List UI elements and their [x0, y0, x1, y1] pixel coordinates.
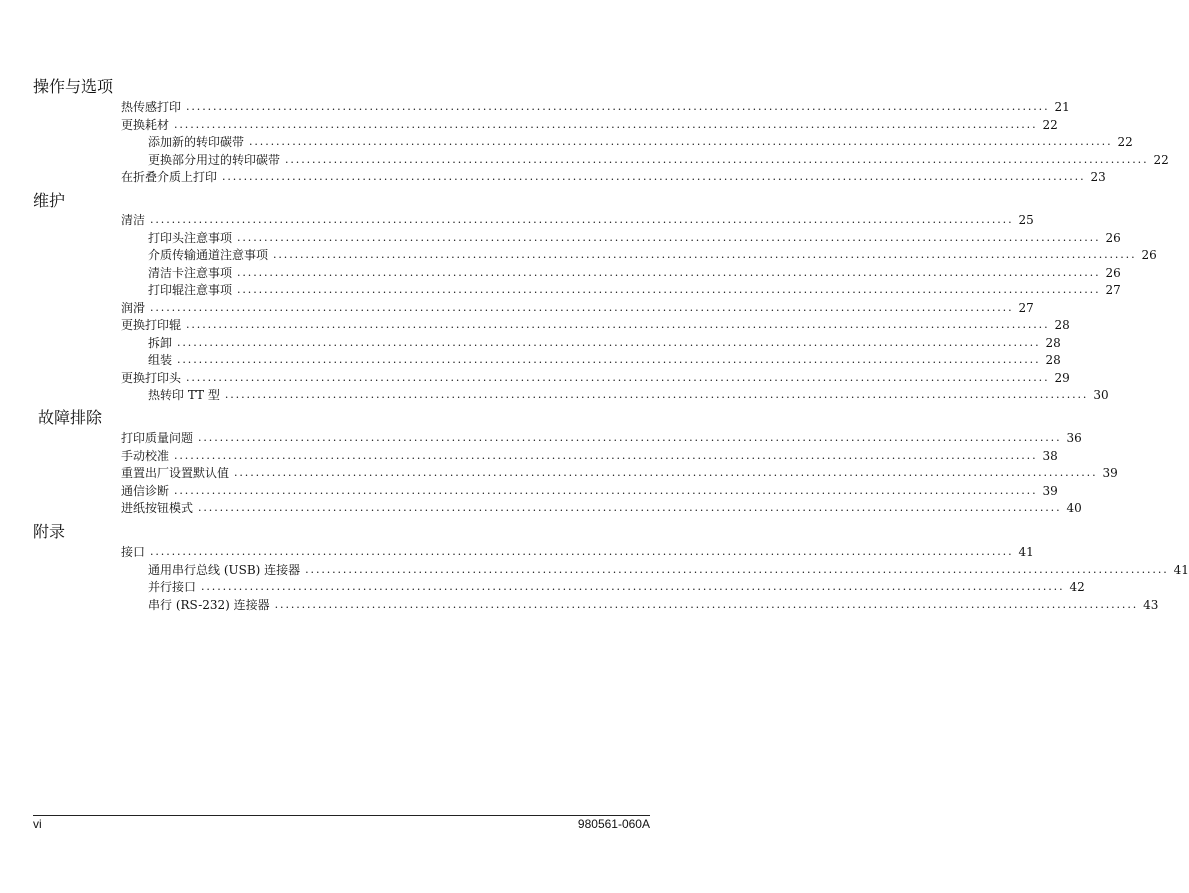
- toc-entry-page: 23: [1090, 170, 1106, 184]
- toc-entry[interactable]: [148, 264, 1121, 280]
- toc-entry-page: 28: [1045, 353, 1061, 367]
- toc-entry-label: 打印质量问题: [121, 431, 194, 445]
- toc-entry[interactable]: [121, 464, 1118, 480]
- toc-entry-label: 清洁: [121, 213, 146, 227]
- section-title-troubleshooting: 故障排除: [38, 408, 103, 427]
- toc-entry[interactable]: [148, 351, 1061, 367]
- toc-leader-dots: ................................................................................................................................................................: [150, 213, 1014, 226]
- toc-entry-label: 进纸按钮模式: [121, 501, 194, 515]
- toc-entry-page: 41: [1173, 563, 1189, 577]
- toc-leader-dots: ................................................................................................................................................................: [198, 431, 1062, 444]
- toc-entry[interactable]: [121, 98, 1070, 114]
- toc-entry-page: 39: [1102, 466, 1118, 480]
- toc-entry[interactable]: [121, 299, 1034, 315]
- toc-entry-page: 43: [1143, 598, 1159, 612]
- toc-entry[interactable]: [121, 211, 1034, 227]
- toc-entry[interactable]: [148, 133, 1133, 149]
- toc-leader-dots: ................................................................................................................................................................: [150, 301, 1014, 314]
- section-title-maintenance: 维护: [33, 191, 66, 210]
- toc-leader-dots: ................................................................................................................................................................: [234, 466, 1098, 479]
- toc-leader-dots: ................................................................................................................................................................: [174, 118, 1038, 131]
- toc-entry-page: 27: [1105, 283, 1121, 297]
- toc-leader-dots: ................................................................................................................................................................: [273, 248, 1137, 261]
- toc-leader-dots: ................................................................................................................................................................: [186, 100, 1050, 113]
- toc-leader-dots: ................................................................................................................................................................: [237, 231, 1101, 244]
- toc-entry-label: 在折叠介质上打印: [121, 170, 218, 184]
- toc-entry-label: 清洁卡注意事项: [148, 266, 233, 280]
- toc-entry[interactable]: [148, 281, 1121, 297]
- toc-entry-label: 热转印 TT 型: [148, 388, 220, 402]
- toc-entry-page: 36: [1066, 431, 1082, 445]
- toc-entry-label: 介质传输通道注意事项: [148, 248, 269, 262]
- toc-entry-label: 组装: [148, 353, 173, 367]
- toc-entry[interactable]: [121, 429, 1082, 445]
- toc-entry[interactable]: [121, 168, 1106, 184]
- toc-entry-page: 30: [1093, 388, 1109, 402]
- section-title-operation: 操作与选项: [33, 77, 114, 96]
- toc-leader-dots: ................................................................................................................................................................: [237, 266, 1101, 279]
- toc-leader-dots: ................................................................................................................................................................: [285, 153, 1149, 166]
- toc-leader-dots: ................................................................................................................................................................: [222, 170, 1086, 183]
- toc-entry-label: 更换部分用过的转印碳带: [148, 153, 281, 167]
- toc-entry-label: 更换打印辊: [121, 318, 182, 332]
- toc-entry[interactable]: [121, 369, 1070, 385]
- toc-leader-dots: ................................................................................................................................................................: [198, 501, 1062, 514]
- toc-leader-dots: ................................................................................................................................................................: [249, 135, 1113, 148]
- toc-entry-page: 41: [1018, 545, 1034, 559]
- toc-entry-page: 22: [1117, 135, 1133, 149]
- toc-entry-label: 串行 (RS-232) 连接器: [148, 598, 270, 612]
- toc-entry[interactable]: [121, 116, 1058, 132]
- toc-entry[interactable]: [121, 543, 1034, 559]
- toc-entry-page: 25: [1018, 213, 1034, 227]
- toc-entry-page: 28: [1045, 336, 1061, 350]
- toc-leader-dots: ................................................................................................................................................................: [174, 449, 1038, 462]
- toc-entry-page: 21: [1054, 100, 1070, 114]
- toc-entry-label: 打印辊注意事项: [148, 283, 233, 297]
- toc-entry[interactable]: [121, 447, 1058, 463]
- toc-entry-label: 通信诊断: [121, 484, 170, 498]
- toc-entry-page: 22: [1153, 153, 1169, 167]
- toc-entry-page: 38: [1042, 449, 1058, 463]
- toc-leader-dots: ................................................................................................................................................................: [186, 318, 1050, 331]
- toc-entry-label: 润滑: [121, 301, 146, 315]
- toc-entry-page: 22: [1042, 118, 1058, 132]
- toc-entry-label: 手动校准: [121, 449, 170, 463]
- toc-entry-page: 29: [1054, 371, 1070, 385]
- toc-entry[interactable]: [121, 482, 1058, 498]
- toc-entry[interactable]: [148, 334, 1061, 350]
- toc-entry[interactable]: [121, 499, 1082, 515]
- footer-page-number: vi: [33, 817, 42, 831]
- toc-entry[interactable]: [148, 151, 1169, 167]
- toc-entry[interactable]: [148, 561, 1189, 577]
- toc-entry[interactable]: [121, 316, 1070, 332]
- toc-entry[interactable]: [148, 578, 1085, 594]
- toc-entry-label: 更换打印头: [121, 371, 182, 385]
- toc-leader-dots: ................................................................................................................................................................: [274, 598, 1139, 611]
- toc-leader-dots: ................................................................................................................................................................: [201, 580, 1065, 593]
- toc-entry[interactable]: [148, 386, 1109, 402]
- toc-entry-label: 拆卸: [148, 336, 173, 350]
- footer-document-number: 980561-060A: [577, 817, 650, 831]
- toc-leader-dots: ................................................................................................................................................................: [177, 353, 1041, 366]
- toc-entry[interactable]: [148, 246, 1157, 262]
- toc-leader-dots: ................................................................................................................................................................: [177, 336, 1041, 349]
- toc-leader-dots: ................................................................................................................................................................: [305, 563, 1169, 576]
- footer-divider: [33, 815, 650, 816]
- toc-entry[interactable]: [148, 596, 1159, 612]
- toc-entry-label: 通用串行总线 (USB) 连接器: [148, 563, 301, 577]
- toc-entry-label: 接口: [121, 545, 146, 559]
- toc-entry-page: 26: [1141, 248, 1157, 262]
- toc-entry-label: 打印头注意事项: [148, 231, 233, 245]
- toc-entry-label: 热传感打印: [121, 100, 182, 114]
- toc-leader-dots: ................................................................................................................................................................: [237, 283, 1101, 296]
- toc-entry-label: 添加新的转印碳带: [148, 135, 245, 149]
- toc-entry[interactable]: [148, 229, 1121, 245]
- toc-leader-dots: ................................................................................................................................................................: [150, 545, 1014, 558]
- toc-entry-label: 重置出厂设置默认值: [121, 466, 230, 480]
- toc-entry-label: 并行接口: [148, 580, 197, 594]
- toc-entry-page: 39: [1042, 484, 1058, 498]
- toc-leader-dots: ................................................................................................................................................................: [186, 371, 1050, 384]
- toc-entry-page: 26: [1105, 266, 1121, 280]
- toc-entry-page: 42: [1069, 580, 1085, 594]
- section-title-appendix: 附录: [33, 522, 66, 541]
- toc-entry-page: 27: [1018, 301, 1034, 315]
- toc-leader-dots: ................................................................................................................................................................: [224, 388, 1089, 401]
- toc-entry-page: 28: [1054, 318, 1070, 332]
- toc-entry-page: 40: [1066, 501, 1082, 515]
- toc-leader-dots: ................................................................................................................................................................: [174, 484, 1038, 497]
- toc-entry-page: 26: [1105, 231, 1121, 245]
- toc-entry-label: 更换耗材: [121, 118, 170, 132]
